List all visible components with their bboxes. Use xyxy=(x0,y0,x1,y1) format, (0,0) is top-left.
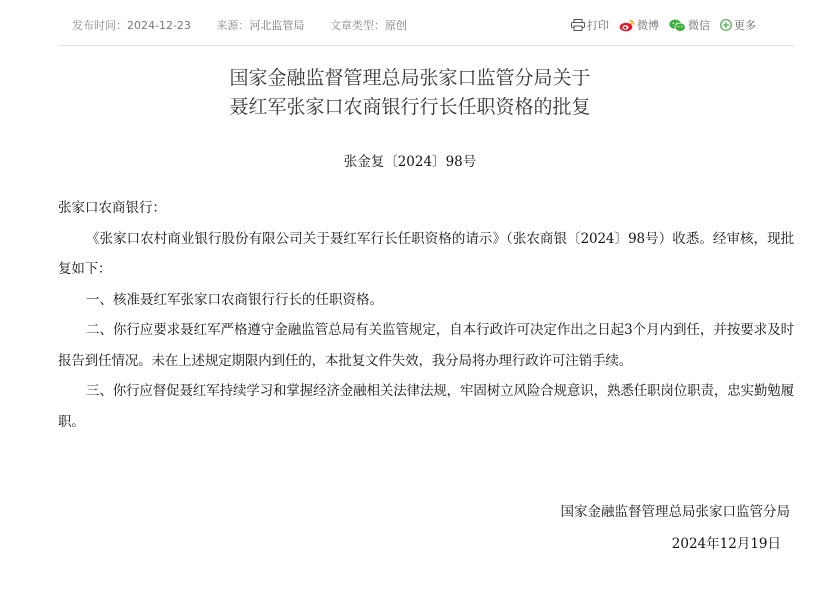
publish-time-label: 发布时间： xyxy=(72,19,127,32)
issue-date: 2024年12月19日 xyxy=(671,536,781,552)
approval-item-1: 一、核准聂红军张家口农商银行行长的任职资格。 xyxy=(86,291,383,308)
wechat-share-button[interactable] xyxy=(669,17,710,33)
article-meta xyxy=(72,17,429,33)
publish-time xyxy=(72,19,191,32)
weibo-icon xyxy=(619,19,637,32)
article-meta-bar xyxy=(58,0,794,46)
article-type-value: 原创 xyxy=(384,19,407,32)
share-toolbar xyxy=(561,17,756,33)
body-paragraph-request: 《张家口农村商业银行股份有限公司关于聂红军行长任职资格的请示》（张农商银〔2024〕98号）收悉。经审核，现批复如下： xyxy=(58,230,794,277)
wechat-icon xyxy=(669,19,688,32)
source-value: 河北监管局 xyxy=(249,19,305,32)
approval-item-2: 二、你行应要求聂红军严格遵守金融监管总局有关监管规定，自本行政许可决定作出之日起3个月内到任，并按要求及时报告到任情况。未在上述规定期限内到任的，本批复文件失效，我分局将办理行政许可注销手续。 xyxy=(58,322,794,369)
article-title-line-1: 国家金融监督管理总局张家口监管分局关于 xyxy=(229,67,591,89)
weibo-label: 微博 xyxy=(637,19,659,32)
article-title-line-2: 聂红军张家口农商银行行长任职资格的批复 xyxy=(229,96,591,118)
approval-item-3: 三、你行应督促聂红军持续学习和掌握经济金融相关法律法规，牢固树立风险合规意识，熟悉任职岗位职责，忠实勤勉履职。 xyxy=(58,383,794,430)
source-label: 来源： xyxy=(216,19,250,32)
salutation: 张家口农商银行： xyxy=(58,200,166,216)
print-button[interactable] xyxy=(571,17,609,33)
article-type xyxy=(330,19,407,32)
print-icon xyxy=(571,19,587,31)
article-body xyxy=(58,193,794,437)
document-number: 张金复〔2024〕98号 xyxy=(343,154,477,170)
article-type-label: 文章类型： xyxy=(329,19,385,32)
publish-time-value: 2024-12-23 xyxy=(127,19,191,32)
source xyxy=(216,19,304,32)
plus-circle-icon xyxy=(720,19,734,31)
wechat-label: 微信 xyxy=(688,19,710,32)
weibo-share-button[interactable] xyxy=(619,17,659,33)
more-label: 更多 xyxy=(734,19,756,32)
issuing-authority-signature: 国家金融监督管理总局张家口监管分局 xyxy=(560,504,790,520)
more-share-button[interactable] xyxy=(720,17,756,33)
print-label: 打印 xyxy=(587,19,609,32)
